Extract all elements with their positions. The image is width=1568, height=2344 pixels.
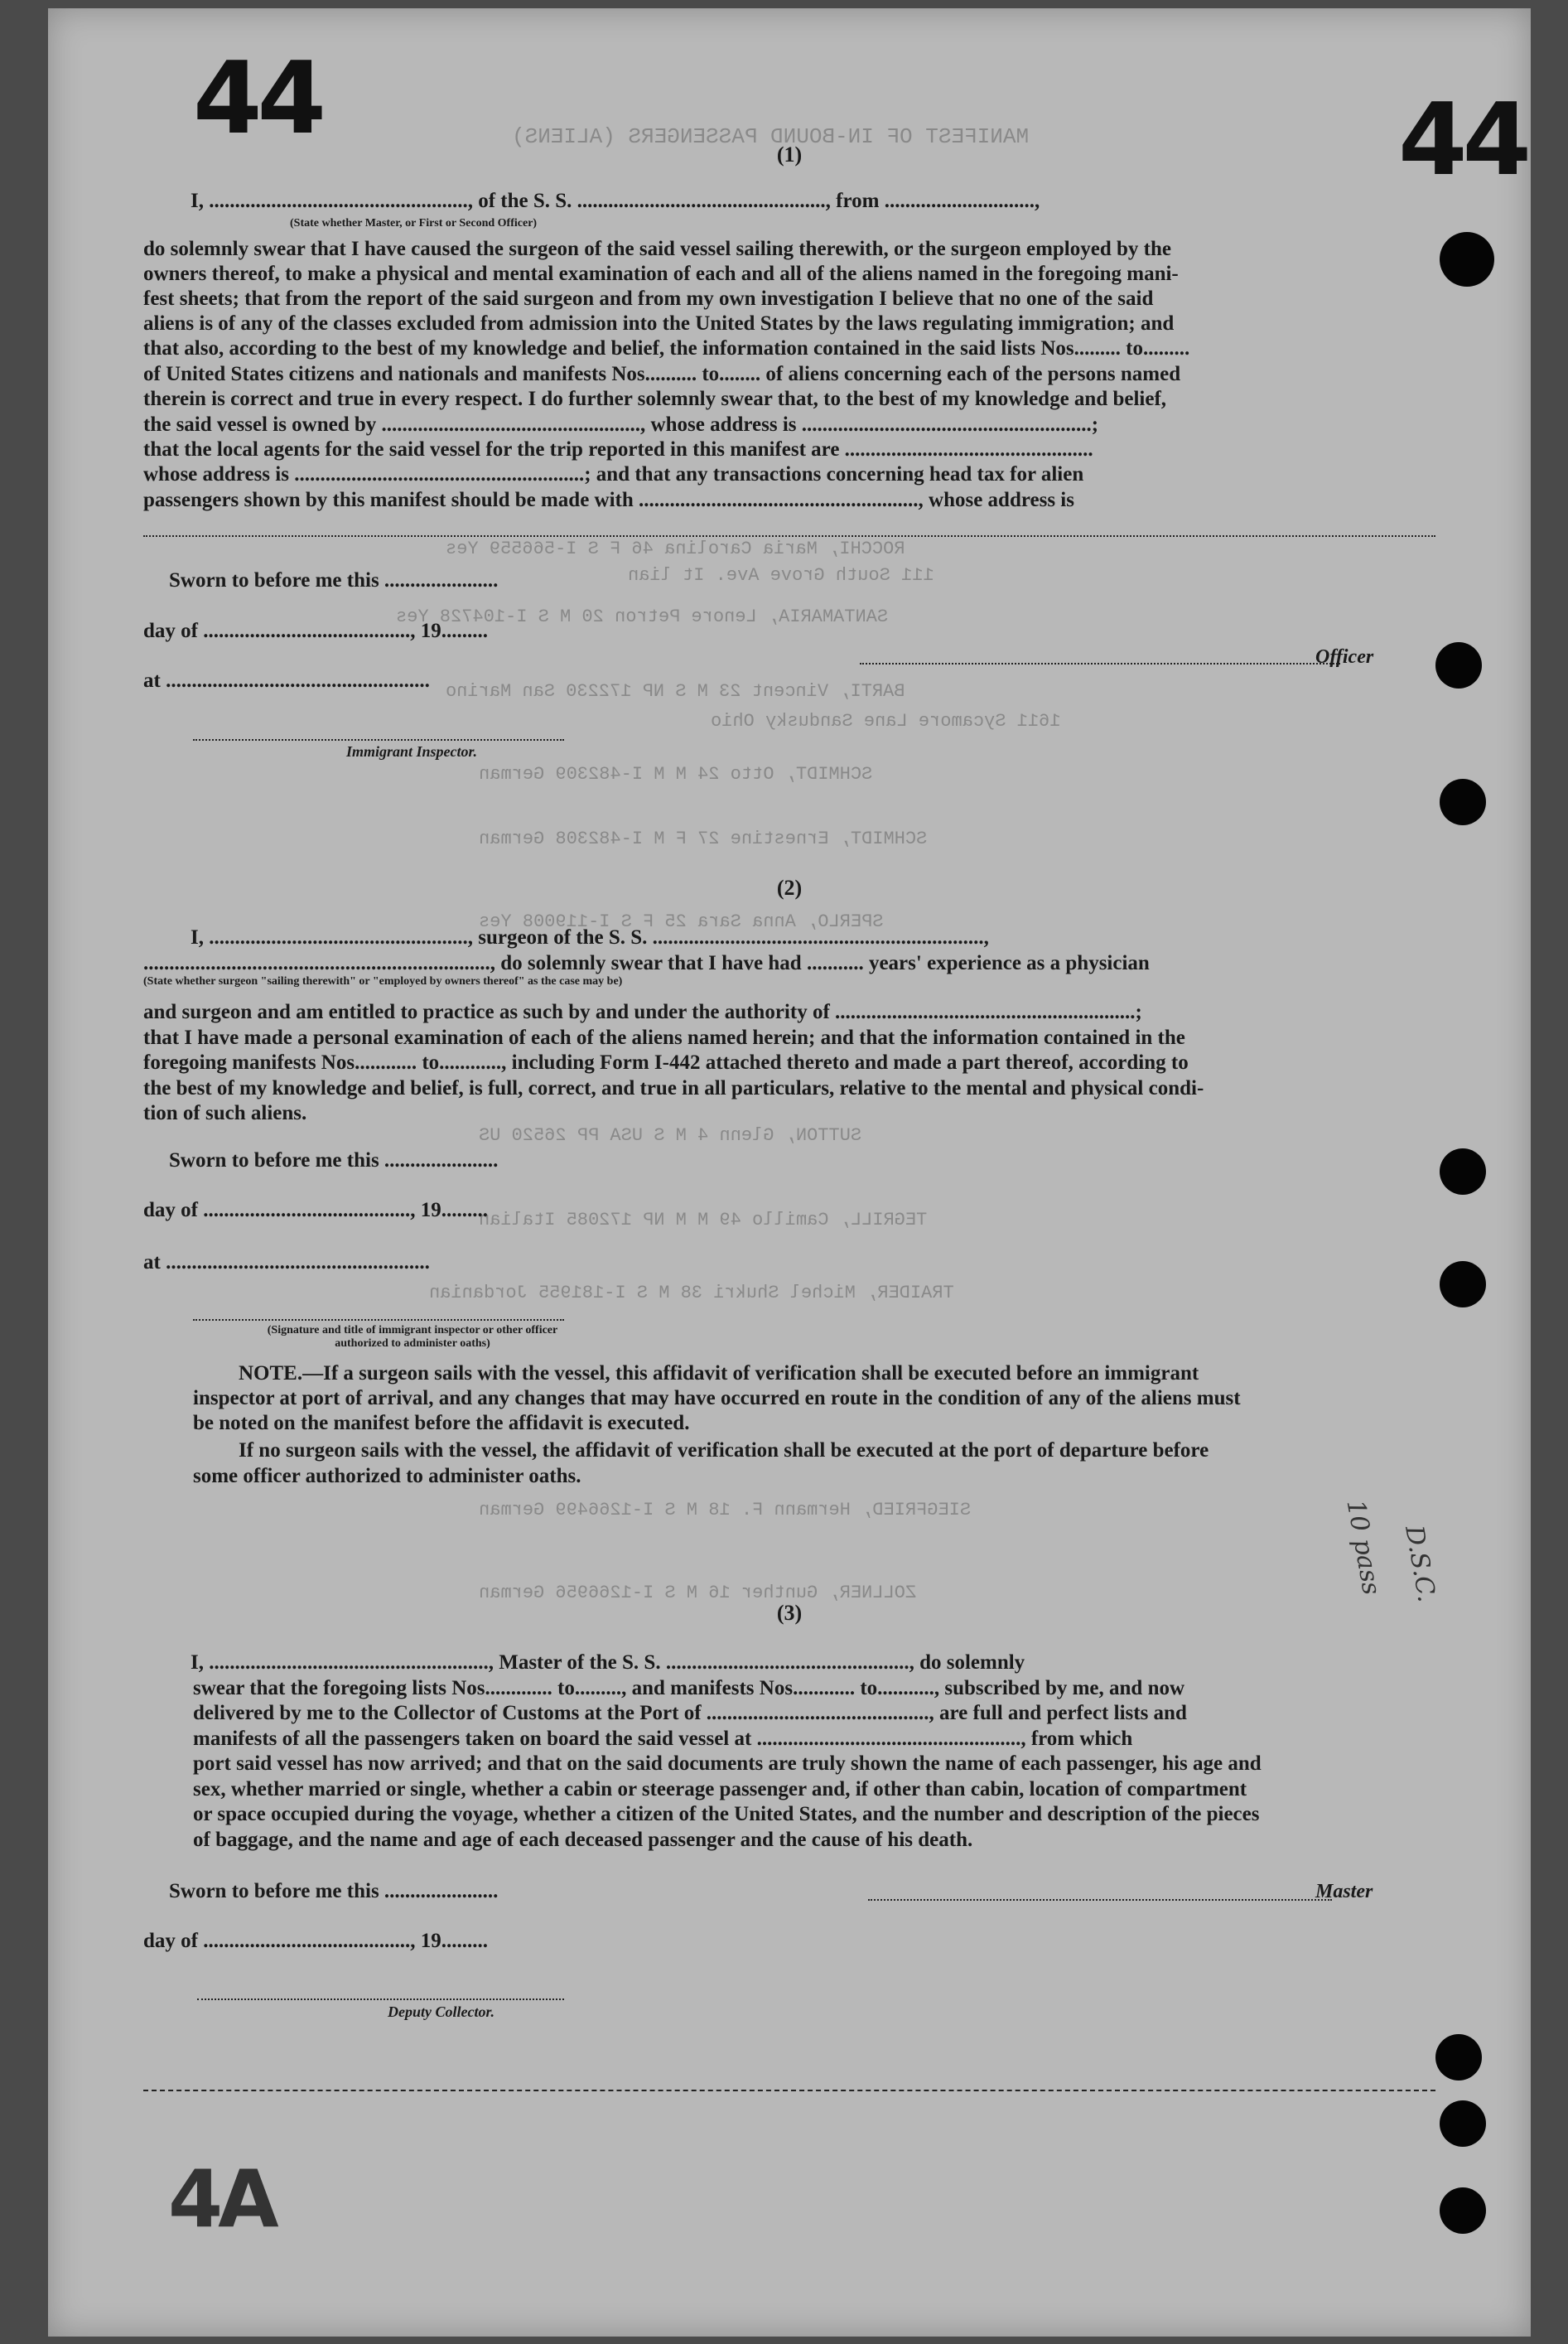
bleed-through-header: MANIFEST OF IN-BOUND PASSENGERS (ALIENS): [512, 124, 1030, 149]
affidavit-text-line: aliens is of any of the classes excluded from admission into the United States by the laws regulating immigration; and: [143, 312, 1175, 335]
punch-hole: [1440, 1261, 1486, 1307]
section-number: (1): [776, 143, 803, 167]
affidavit-text-line: sex, whether married or single, whether a cabin or steerage passenger and, if other than cabin, location of compartment: [193, 1778, 1247, 1800]
note-line: some officer authorized to administer oaths.: [193, 1465, 581, 1487]
bleed-through-row: SIEGFRIED, Hermann F. 18 M S I-1266499 German: [479, 1500, 972, 1520]
bleed-through-row: SCHMIDT, Otto 24 M M I-482309 German: [479, 764, 873, 785]
affidavit-text-line: that the local agents for the said vessel for the trip reported in this manifest are ................................................: [143, 438, 1093, 461]
inspector-signature-line: [193, 739, 564, 741]
officer-signature-line: [860, 663, 1340, 665]
affidavit-text-line: I, ......................................................, Master of the S. S. ..............................................., do solemnly: [191, 1651, 1025, 1674]
punch-hole: [1440, 2187, 1486, 2234]
affidavit-text-line: whose address is ........................................................; and that any transactions concerning head tax for alien: [143, 463, 1084, 486]
bleed-through-row: 111 South Grove Ave. It lian: [628, 565, 934, 586]
signature-title-note: (Signature and title of immigrant inspector or other officer authorized to administer oaths): [267, 1324, 558, 1350]
day-of-line: day of ........................................, 19.........: [143, 1930, 488, 1952]
affidavit-text-line: passengers shown by this manifest should be made with ......................................................, whose address is: [143, 489, 1074, 511]
bleed-through-row: SCHMIDT, Ernestine 27 F M I-482308 German: [479, 829, 928, 849]
stamp-bottom-left: 4A: [168, 2154, 274, 2245]
affidavit-text-line: that also, according to the best of my knowledge and belief, the information contained in the said lists Nos......... to.........: [143, 337, 1190, 360]
affidavit-text-line: fest sheets; that from the report of the said surgeon and from my own investigation I believe that no one of the said: [143, 288, 1154, 310]
affidavit-text-line: foregoing manifests Nos............ to............, including Form I-442 attached thereto and made a part thereof, according to: [143, 1051, 1189, 1074]
surgeon-line: ..................................................................., do solemnly swear that I have had ........... years' experience as a physician: [143, 952, 1150, 974]
collector-signature-line: [197, 1998, 564, 2000]
sworn-line: Sworn to before me this ......................: [169, 569, 499, 592]
master-signature-line: [868, 1899, 1332, 1901]
bleed-through-row: ZOLLNER, Gunther 16 M S I-1266956 German: [479, 1583, 917, 1603]
affidavit-text-line: the best of my knowledge and belief, is full, correct, and true in all particulars, relative to the mental and physical condi-: [143, 1077, 1204, 1100]
punch-hole: [1435, 642, 1482, 689]
note-line: inspector at port of arrival, and any changes that may have occurred en route in the condition of any of the aliens must: [193, 1387, 1241, 1409]
punch-hole: [1440, 1148, 1486, 1195]
master-line: I, .................................................., of the S. S. ................................................, from .............................,: [191, 190, 1040, 212]
affidavit-text-line: therein is correct and true in every respect. I do further solemnly swear that, to the best of my knowledge and belief,: [143, 388, 1167, 410]
affidavit-text-line: the said vessel is owned by .................................................., whose address is ........................................................;: [143, 413, 1099, 436]
master-label: Master: [1315, 1881, 1373, 1902]
bleed-through-row: TEGRILL, Camillo 49 M M NP 172085 Italian: [479, 1210, 928, 1230]
collector-label: Deputy Collector.: [388, 2003, 495, 2020]
affidavit-text-line: manifests of all the passengers taken on board the said vessel at ..................................................., from which: [193, 1728, 1133, 1750]
affidavit-text-line: swear that the foregoing lists Nos............. to........., and manifests Nos............ to..........., subscribed by me, and now: [193, 1677, 1185, 1699]
affidavit-text-line: of baggage, and the name and age of each deceased passenger and the cause of his death.: [193, 1829, 973, 1851]
signature-line: [143, 535, 1435, 537]
sworn-line: Sworn to before me this ......................: [169, 1149, 499, 1172]
affidavit-text-line: or space occupied during the voyage, whether a citizen of the United States, and the number and description of the pieces: [193, 1803, 1260, 1825]
punch-hole: [1435, 2034, 1482, 2081]
affidavit-text-line: owners thereof, to make a physical and mental examination of each and all of the aliens named in the foregoing mani-: [143, 263, 1179, 285]
margin-note: 10 pass: [1340, 1497, 1387, 1597]
state-whether-note: (State whether Master, or First or Second Officer): [290, 217, 538, 230]
manifest-page: [48, 8, 1531, 2337]
punch-hole: [1440, 2100, 1486, 2147]
affidavit-text-line: that I have made a personal examination of each of the aliens named herein; and that the information contained in the: [143, 1027, 1185, 1049]
affidavit-text-line: tion of such aliens.: [143, 1102, 307, 1124]
at-line: at ...................................................: [143, 669, 430, 692]
officer-label: Officer: [1315, 646, 1374, 668]
punch-hole: [1440, 232, 1494, 287]
bleed-through-row: BARTI, Vincent 23 M S NP 172230 San Marino: [446, 681, 905, 702]
affidavit-text-line: of United States citizens and nationals and manifests Nos.......... to........ of aliens concerning each of the persons named: [143, 363, 1181, 385]
bleed-through-row: TRAIDER, Michel Shukri 38 M S I-181955 Jordanian: [429, 1283, 954, 1303]
note-line: be noted on the manifest before the affidavit is executed.: [193, 1412, 690, 1434]
bottom-rule: [143, 2090, 1435, 2091]
bleed-through-row: SPERLO, Anna Sara 25 F S I-119008 Yes: [479, 911, 884, 932]
bleed-through-row: ROCCHI, Maria Carolina 46 F S I-566559 Yes: [446, 539, 905, 559]
day-of-line: day of ........................................, 19.........: [143, 1199, 488, 1221]
section-number: (3): [776, 1601, 803, 1625]
stamp-top-left: 44: [193, 41, 321, 157]
inspector-signature-line: [193, 1319, 564, 1321]
punch-hole: [1440, 779, 1486, 825]
margin-note: D.S.C.: [1399, 1523, 1441, 1605]
inspector-label: Immigrant Inspector.: [346, 743, 478, 760]
surgeon-line: I, .................................................., surgeon of the S. S. ................................................................,: [191, 926, 989, 949]
bleed-through-row: SANTAMARIA, Lenore Petron 20 M S I-104728 Yes: [396, 607, 889, 627]
affidavit-text-line: delivered by me to the Collector of Customs at the Port of ..........................................., are full and perfect lists and: [193, 1702, 1187, 1724]
affidavit-text-line: and surgeon and am entitled to practice as such by and under the authority of ..........................................................;: [143, 1001, 1142, 1023]
stamp-top-right: 44: [1398, 83, 1527, 198]
state-whether-note: (State whether surgeon "sailing therewith" or "employed by owners thereof" as the case may be): [143, 975, 623, 988]
note-line: NOTE.—If a surgeon sails with the vessel, this affidavit of verification shall be executed before an immigrant: [239, 1362, 1199, 1385]
at-line: at ...................................................: [143, 1251, 430, 1273]
day-of-line: day of ........................................, 19.........: [143, 620, 488, 642]
section-number: (2): [776, 876, 803, 900]
bleed-through-row: 1611 Sycamore Lane Sandusky Ohio: [711, 711, 1061, 732]
bleed-through-row: SUTTON, Glenn 4 M S USA PP 26520 US: [479, 1125, 862, 1146]
note-line: If no surgeon sails with the vessel, the affidavit of verification shall be executed at the port of departure before: [239, 1439, 1209, 1462]
sworn-line: Sworn to before me this ......................: [169, 1880, 499, 1902]
affidavit-text-line: do solemnly swear that I have caused the surgeon of the said vessel sailing therewith, or the surgeon employed by the: [143, 238, 1171, 260]
affidavit-text-line: port said vessel has now arrived; and that on the said documents are truly shown the name of each passenger, his age and: [193, 1752, 1262, 1775]
